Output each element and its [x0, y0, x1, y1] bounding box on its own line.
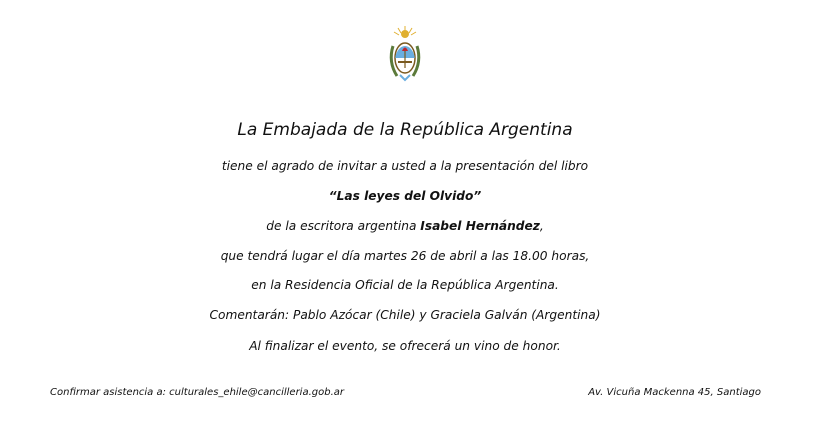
address-line: Av. Vicuña Mackenna 45, Santiago [588, 387, 761, 398]
argentina-coat-of-arms-icon [385, 24, 425, 84]
invitation-line-venue: en la Residencia Oficial de la República Argentina. [251, 278, 559, 292]
book-title: “Las leyes del Olvido” [328, 189, 482, 203]
invitation-line-commentators: Comentarán: Pablo Azócar (Chile) y Graciela Galván (Argentina) [209, 308, 601, 322]
author-suffix: , [539, 219, 544, 233]
invitation-line-date: que tendrá lugar el día martes 26 de abril a las 18.00 horas, [220, 249, 590, 263]
invitation-line-author [0, 219, 810, 233]
author-name: Isabel Hernández [420, 219, 540, 233]
invitation-heading: La Embajada de la República Argentina [237, 120, 573, 140]
invitation-line-intro: tiene el agrado de invitar a usted a la presentación del libro [221, 159, 589, 173]
invitation-line-closing: Al finalizar el evento, se ofrecerá un vino de honor. [249, 339, 561, 353]
rsvp-line: Confirmar asistencia a: culturales_ehile@cancilleria.gob.ar [50, 387, 344, 398]
author-prefix: de la escritora argentina [266, 219, 421, 233]
